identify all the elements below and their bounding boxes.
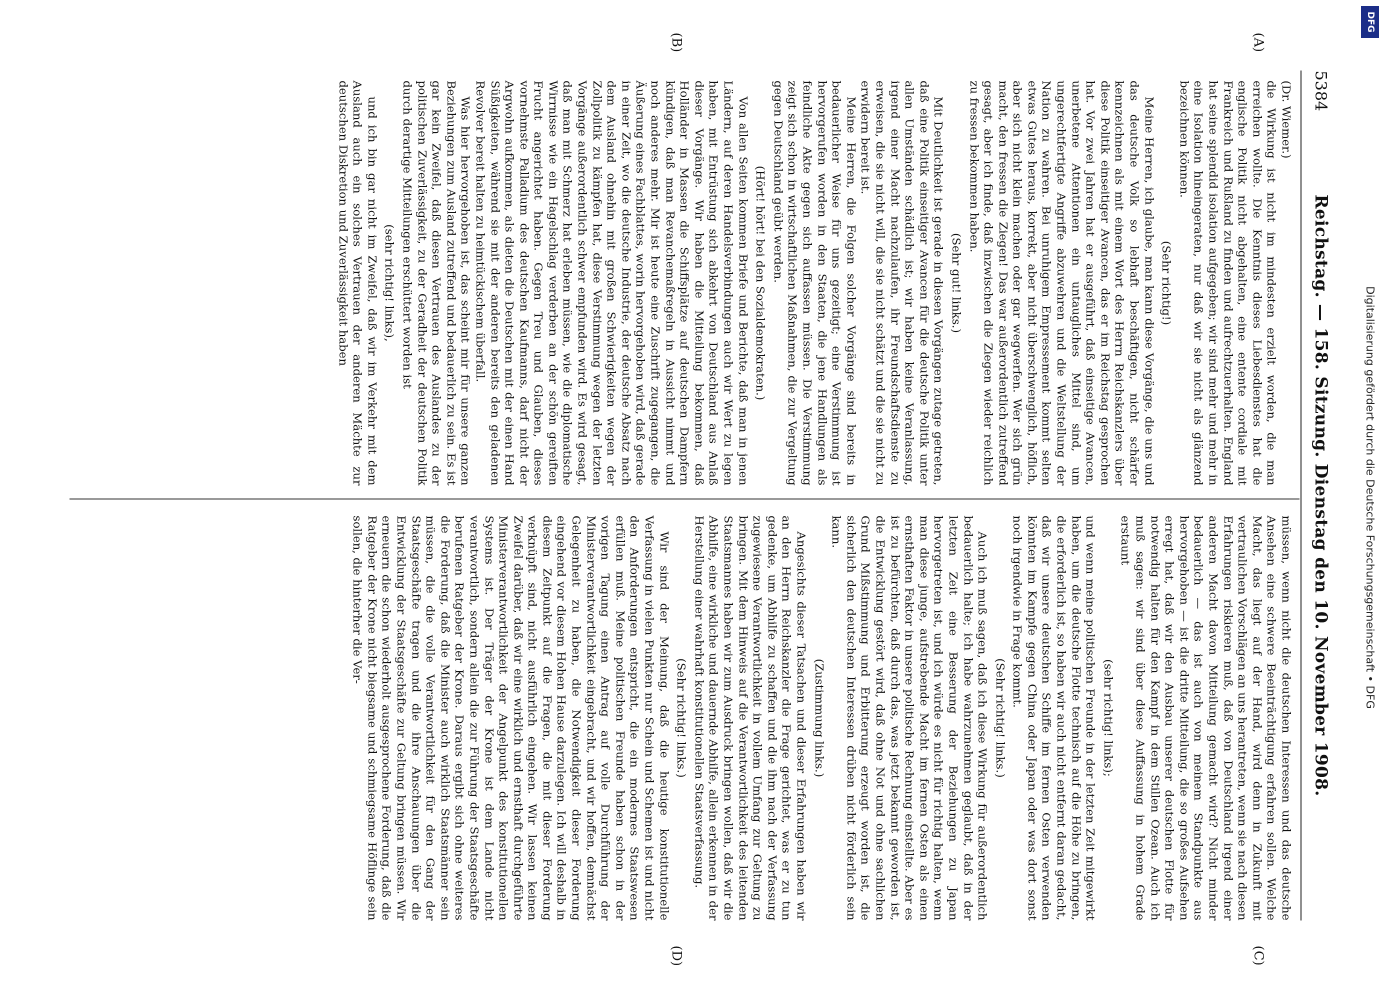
paragraph: Auch ich muß sagen, daß ich diese Wirkung für außerordentlich bedauerlich halte; ich habe wahrzunehmen geglaubt, daß in der letzten Zeit eine Besserung der Beziehungen zu Japan hervorgetreten ist, und ich würde es nicht für richtig halten, wenn man diese junge, aufstrebende Macht im fernen Osten als einen ernsthaften Faktor in unsere politische Rechnung einstellte. Aber es ist zu befürchten, daß durch das, was jetzt bekannt geworden ist, die Entwicklung gestört wird, daß ohne Not und ohne sachlichen Grund Mißstimmung und Erbitterung erzeugt worden ist, die sicherlich den deutschen Interessen drüben nicht förderlich sein kann.	[829, 515, 990, 920]
digitization-note: Digitalisierung gefördert durch die Deutsche Forschungsgemeinschaft • DFG	[1363, 286, 1377, 709]
margin-marker-d: (D)	[668, 945, 683, 966]
margin-marker-a: (A)	[1250, 32, 1265, 52]
dfg-logo-text: DFG	[1365, 11, 1375, 33]
interjection: (sehr richtig! links),	[382, 223, 397, 342]
paragraph: Was hier hervorgehoben ist, das scheint mir für unsere ganzen Beziehungen zum Ausland zutreffend und bedauerlich zu sein. Es ist gar kein Zweifel, daß diesen Vertrauen des Auslandes zu der politischen Zuverlässigkeit, zu der Geradheit der deutschen Politik durch derartige Mitteilungen erschüttert worden ist	[399, 80, 473, 485]
paragraph: Mit Deutlichkeit ist gerade in diesen Vorgängen zutage getreten, daß eine Politik einseitiger Avancen für die deutsche Politik unter allen Umständen schädlich ist; wir haben keine Veranlassung, irgend einer Macht nachzulaufen, ihr Freundschaftsdienste zu erweisen, die sie nicht will, die sie nicht schätzt und die sie nicht zu erwidern bereit ist.	[858, 80, 946, 485]
page-header	[1302, 70, 1338, 920]
paragraph: Wir sind der Meinung, daß die heutige konstitutionelle Verfassung in vielen Punkten nur Schein und Schemen ist und nicht den Anforderungen entspricht, die ein modernes Staatswesen erfüllen muß. Meine politischen Freunde haben schon in der vorigen Tagung einen Antrag auf volle Durchführung der Ministerverantwortlichkeit eingebracht, und wir hoffen, demnächst Gelegenheit zu haben, die Notwendigkeit dieser Forderung eingehend vor diesem Hohen Hause darzulegen. Ich will deshalb in diesem Zeitpunkt auf die Fragen, die mit dieser Forderung verknüpft sind, nicht ausführlich eingehen. Wir lassen keinen Zweifel darüber, daß wir eine wirklich und ernsthaft durchgeführte Ministerverantwortlichkeit der Angelpunkt des konstitutionellen Systems ist. Der Träger der Krone ist dem Lande nicht verantwortlich, sondern allein die zur Führung der Staatsgeschäfte berufenen Ratgeber der Krone. Daraus ergibt sich ohne weiteres die Forderung, daß die Minister auch wirklich Staatsmänner sein müssen, die die volle Verantwortlichkeit für den Gang der Staatsgeschäfte tragen und die ihre Anschauungen über die Entwicklung der Staatsgeschäfte zur Geltung bringen müssen. Wir erneuern die schon wiederholt ausgesprochene Forderung, daß die Ratgeber der Krone nicht biegsame und schmiegsame Höflinge sein sollen, die hinterher die Ver-	[350, 515, 671, 920]
paragraph: Angesichts dieser Tatsachen und dieser Erfahrungen haben wir an den Herrn Reichskanzler die Frage gerichtet, was er zu tun gedenke, um Abhilfe zu schaffen und die ihm nach der Verfassung zugewiesene Verantwortlichkeit in vollem Umfang zur Geltung zu bringen. Mit dem Hinweis auf die Verantwortlichkeit des leitenden Staatsmannes haben wir zum Ausdruck bringen wollen, daß wir die Abhilfe, eine wirkliche und dauernde Abhilfe, allein erkennen in der Herstellung einer wahrhaft konstitutionellen Staatsverfassung.	[691, 515, 808, 920]
paragraph: Von allen Seiten kommen Briefe und Berichte, daß man in jenen Ländern, auf deren Handelsverbindungen auch wir Wert zu legen haben, mit Entrüstung sich abkehrt von Deutschland aus Anlaß dieser Vorgänge. Wir haben die Mitteilung bekommen, daß Holländer in Massen die Schiffsplätze auf deutschen Dampfern kündigen, daß man Revanchemaßregeln in Aussicht nimmt und noch anderes mehr. Mir ist heute eine Zuschrift zugegangen, die Äußerung eines Fachblattes, worin hervorgehoben wird, daß gerade in einer Zeit, wo die deutsche Industrie, der deutsche Absatz nach dem Ausland ohnehin mit großen Schwierigkeiten wegen der Zollpolitik zu kämpfen hat, diese Verstimmung wegen der letzten Vorgänge außerordentlich schwer empfunden wird. Es wird gesagt, daß man mit Schmerz hat erleben müssen, wie die diplomatische Wirrnisse wie ein Hagelschlag verderben an der schön gereiften Frucht angerichtet haben. Gegen Treu und Glauben, dieses vornehmste Palladium des deutschen Kaufmanns, darf nicht der Argwohn aufkommen, als dieten die Deutschen mit der einen Hand Süßigkeiten, während sie mit der anderen bereits den geladenen Revolver bereit halten zu heimtückischem überfall.	[472, 80, 750, 485]
speaker-label: (Dr. Wiemer.)	[1279, 80, 1293, 159]
paragraph: die Wirkung ist nicht im mindesten erzielt worden, die man erreichen wollte. Die Kenntnis dieses Liebesdienstes hat die englische Politik nicht abgehalten, eine entente cordiale mit Frankreich und Rußland zu finden und aufrechtzuerhalten. England hat seine splendid isolation aufgegeben; wir sind mehr und mehr in eine Isolation hineingeraten, nur daß wir sie nicht als glänzend bezeichnen können.	[1176, 80, 1279, 485]
paragraph: und ich bin gar nicht im Zweifel, daß wir im Verkehr mit dem Ausland auch ein solches Vertrauen der anderen Mächte zur deutschen Diskretion und Zuverlässigkeit haben	[335, 80, 379, 485]
interjection: (Sehr gut! links.)	[948, 232, 963, 333]
paragraph: Meine Herren, ich glaube, man kann diese Vorgänge, die uns und das deutsche Volk so lebhaft beschäftigen, nicht schärfer kennzeichnen als mit einem Wort des Herrn Reichskanzlers über diese Politik einseitiger Avancen, das er im Reichstag gesprochen hat. Vor zwei Jahren hat er ausgeführt, daß einseitige Avancen, unerbetene Attentionen ein untaugliches Mittel sind, um ungerechtfertigte Angriffe abzuwehren und die Weltstellung der Nation zu wahren. Bei unruhigem Empressement kommt selten etwas Gutes heraus, korrekt, aber nicht überschwenglich, höflich, aber sich nicht klein machen oder gar wegwerfen. Wer sich grün macht, den fressen die Ziegen! Das war außerordentlich zutreffend gesagt, aber ich finde, daß inzwischen die Ziegen wieder reichlich zu fressen bekommen haben.	[966, 80, 1156, 485]
paragraph: Meine Herren, die Folgen solcher Vorgänge sind bereits in bedauerlicher Weise für uns gezeitigt; eine Verstimmung ist hervorgerufen worden in den Staaten, die jene Handlungen als feindliche Akte gegen sich auffassen müssen. Die Verstimmung zeigt sich schon in wirtschaftlichen Maßnahmen, die zur Vergeltung gegen Deutschland geübt werden.	[770, 80, 858, 485]
page-title: Reichstag. — 158. Sitzung. Dienstag den 10. November 1908.	[1310, 193, 1330, 797]
paragraph: müssen, wenn nicht die deutschen Interessen und das deutsche Ansehen eine schwere Beeinträchtigung erfahren sollen. Welche Macht, das liegt auf der Hand, wird denn in Zukunft mit vertraulichen Vorschlägen an uns herantreten, wenn sie nach diesen Erfahrungen riskieren muß, daß von Deutschland irgend einer anderen Macht davon Mitteilung gemacht wird? Nicht minder bedauerlich — das ist auch von meinem Standpunkte aus hervorgehoben — ist die dritte Mitteilung, die so großes Aufsehen erregt hat, daß wir den Ausbau unserer deutschen Flotte für notwendig halten für den Kampf in dem Stillen Ozean. Auch ich muß sagen: wir sind über diese Auffassung in hohem Grade erstaunt	[1118, 515, 1293, 920]
interjection: (Sehr richtig! links.)	[992, 657, 1007, 778]
right-column	[73, 515, 1293, 920]
interjection: (Zustimmung links.)	[811, 658, 826, 777]
digitization-sidebar	[1357, 0, 1383, 1000]
interjection: (Hört! hört! bei den Sozialdemokraten.)	[753, 165, 768, 400]
interjection: (sehr richtig! links);	[1100, 658, 1115, 777]
column-divider	[69, 498, 1299, 499]
page-number: 5384	[1311, 70, 1330, 111]
dfg-logo	[1361, 6, 1379, 38]
margin-marker-c: (C)	[1250, 945, 1265, 966]
interjection: (Sehr richtig!)	[1159, 240, 1174, 325]
margin-marker-b: (B)	[668, 32, 683, 52]
left-column	[73, 80, 1293, 485]
paragraph: und wenn meine politischen Freunde in der letzten Zeit mitgewirkt haben, um die deutsche Flotte technisch auf die Höhe zu bringen, die erforderlich ist, so haben wir auch nicht entfernt daran gedacht, daß wir unsere deutschen Schiffe im fernen Osten verwenden könnten im Kampfe gegen China oder Japan oder was dort sonst noch irgendwie in Frage kommt.	[1010, 515, 1098, 920]
header-rule	[1300, 70, 1301, 920]
interjection: (Sehr richtig! links.)	[674, 657, 689, 778]
